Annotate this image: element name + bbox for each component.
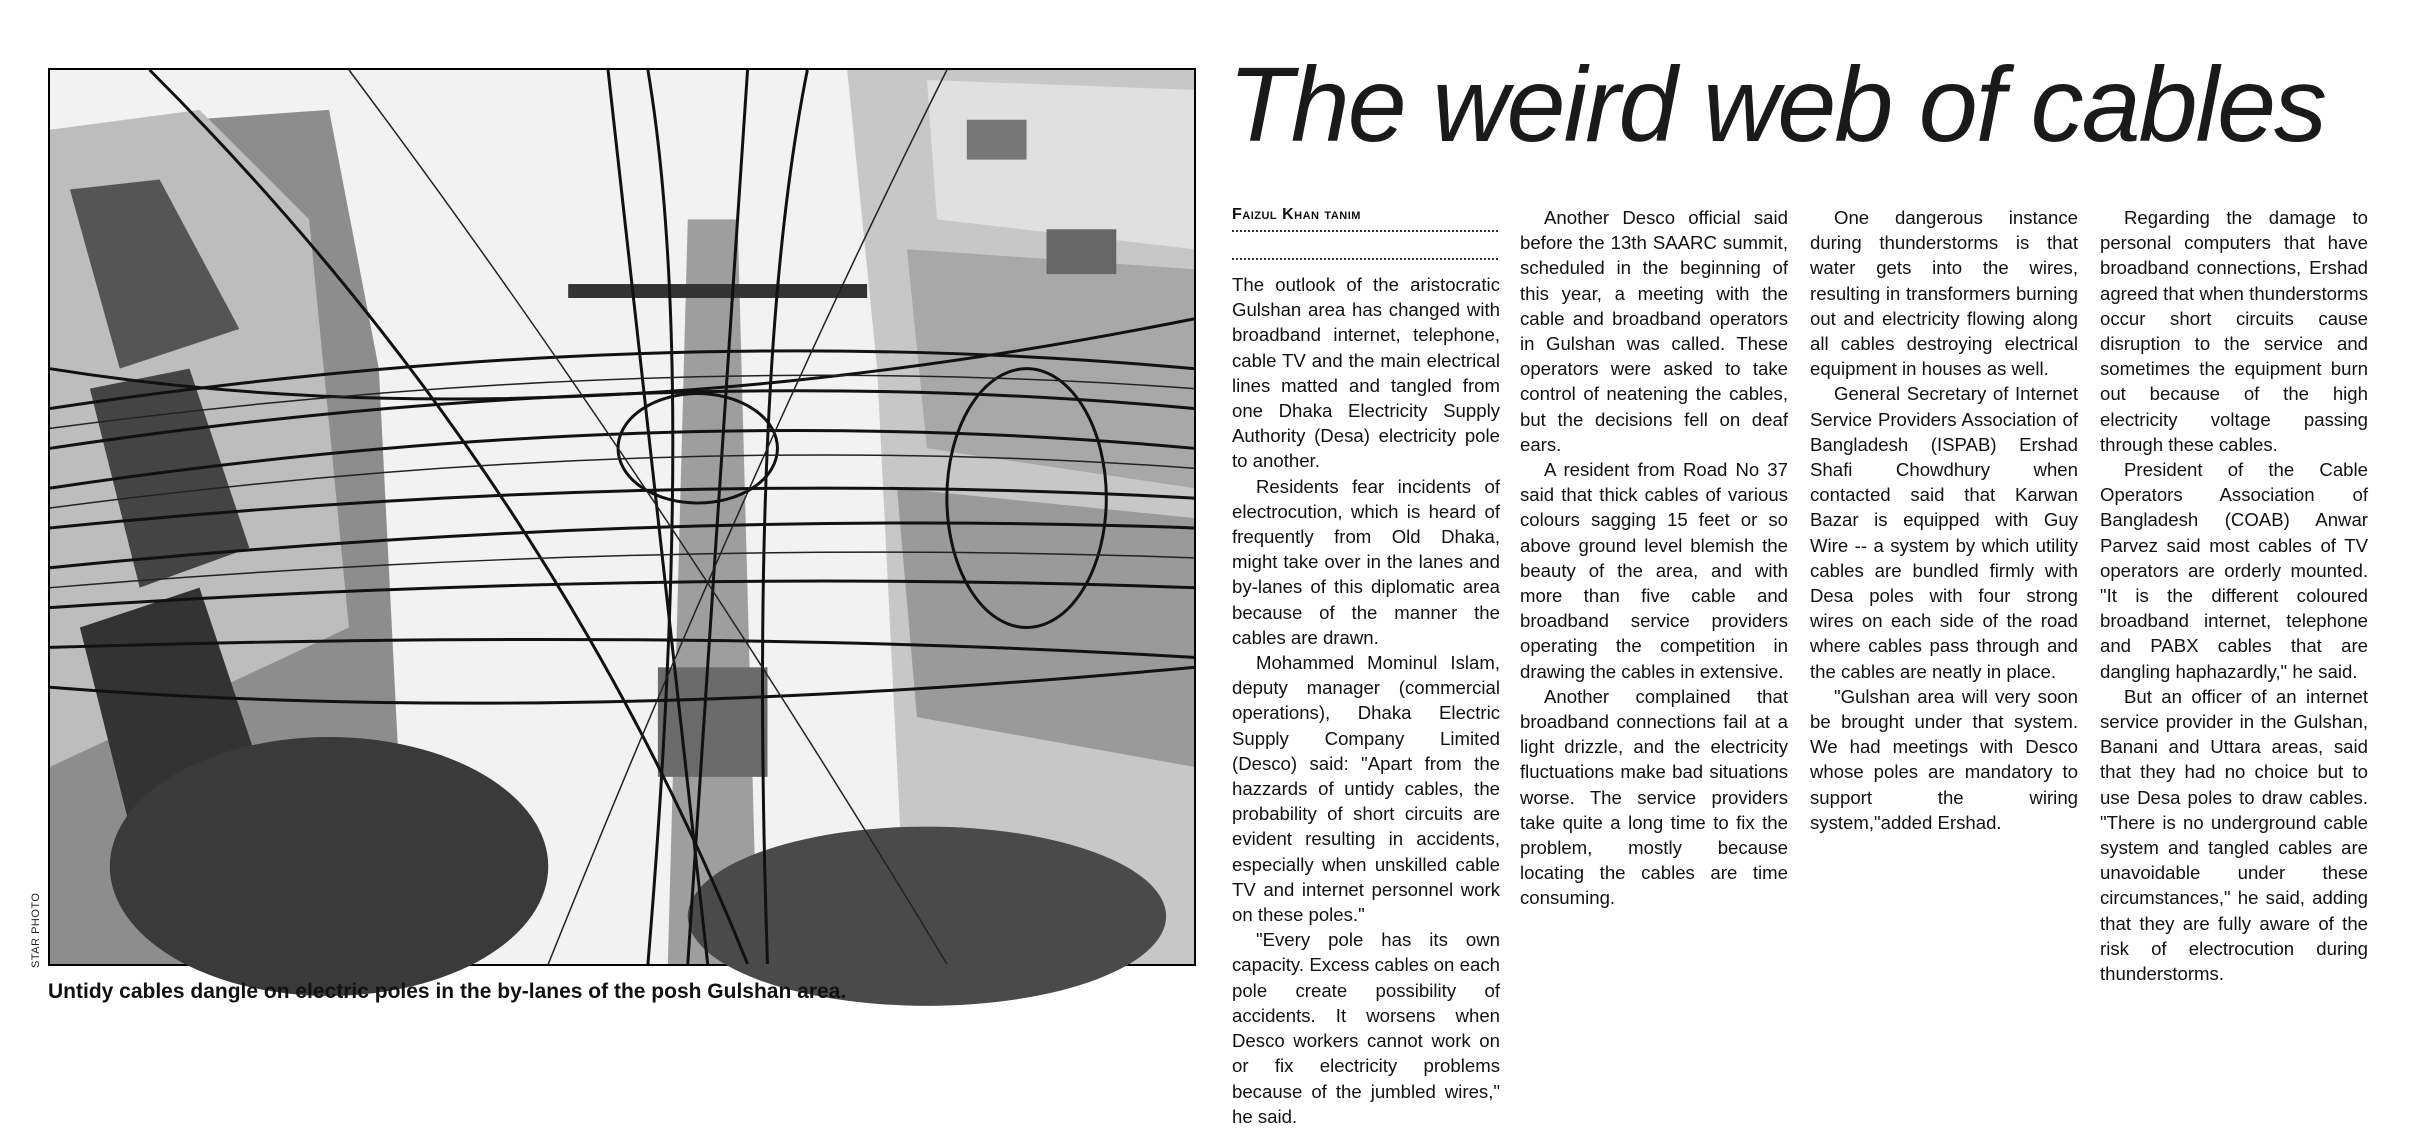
news-photo <box>48 68 1196 966</box>
article-paragraph: Mohammed Mominul Islam, deputy manager (commercial operations), Dhaka Electric Supply Company Limited (Desco) said: "Apart from the hazzards of untidy cables, the probability of short circuits are evident resulting in accidents, especially when unskilled cable TV and internet personnel work on these poles." <box>1232 652 1500 926</box>
article-paragraph: President of the Cable Operators Association of Bangladesh (COAB) Anwar Parvez said most cables of TV operators are orderly mounted. "It is the different coloured broadband internet, telephone and PABX cables that are dangling haphazardly," he said. <box>2100 459 2368 682</box>
photo-caption: Untidy cables dangle on electric poles in the by-lanes of the posh Gulshan area. <box>48 980 847 1003</box>
byline: Faizul Khan tanim <box>1232 206 1361 223</box>
article-paragraph: General Secretary of Internet Service Providers Association of Bangladesh (ISPAB) Ershad Shafi Chowdhury when contacted said that Karwan Bazar is equipped with Guy Wire -- a system by which utility cables are bundled firmly with Desa poles with four strong wires on each side of the road where cables pass through and the cables are neatly in place. <box>1810 383 2078 682</box>
byline-divider-lower <box>1232 258 1498 266</box>
byline-divider <box>1232 230 1498 238</box>
cables-photo-illustration <box>50 70 1194 964</box>
article-paragraph: Residents fear incidents of electrocution, which is heard of frequently from Old Dhaka, might take over in the lanes and by-lanes of this diplomatic area because of the manner the cables are drawn. <box>1232 475 1500 648</box>
article-paragraph: But an officer of an internet service provider in the Gulshan, Banani and Uttara areas, said that they had no choice but to use Desa poles to draw cables. "There is no underground cable system and tangled cables are unavoidable under these circumstances," he said, adding that they are fully aware of the risk of electrocution during thunderstorms. <box>2100 685 2368 985</box>
article-paragraph: Another Desco official said before the 13th SAARC summit, scheduled in the beginning of this year, a meeting with the cable and broadband operators in Gulshan was called. These operators were asked to take control of neatening the cables, but the decisions fell on deaf ears. <box>1520 207 1788 455</box>
article-paragraph: Another complained that broadband connections fail at a light drizzle, and the electricity fluctuations make bad situations worse. The service providers take quite a long time to fix the problem, mostly because locating the cables are time consuming. <box>1520 685 1788 909</box>
article-paragraph: The outlook of the aristocratic Gulshan area has changed with broadband internet, telephone, cable TV and the main electrical lines matted and tangled from one Dhaka Electricity Supply Authority (Desa) electricity pole to another. <box>1232 274 1500 472</box>
article-column-4 <box>2100 205 2368 1015</box>
article-paragraph: "Gulshan area will very soon be brought under that system. We had meetings with Desco whose poles are mandatory to support the wiring system,"added Ershad. <box>1810 685 2078 833</box>
article-paragraph: One dangerous instance during thunderstorms is that water gets into the wires, resulting in transformers burning out and electricity flowing along all cables destroying electrical equipment in houses as well. <box>1810 207 2078 380</box>
article-column-2 <box>1520 205 1788 1015</box>
article-column-3 <box>1810 205 2078 1015</box>
article-paragraph: A resident from Road No 37 said that thick cables of various colours sagging 15 feet or so above ground level blemish the beauty of the area, and with more than five cable and broadband service providers operating the competition in drawing the cables in extensive. <box>1520 459 1788 682</box>
headline: The weird web of cables <box>1228 46 2326 164</box>
article-paragraph: "Every pole has its own capacity. Excess cables on each pole create possibility of accidents. It worsens when Desco workers cannot work on or fix electricity problems because of the jumbled wires," he said. <box>1232 929 1500 1127</box>
article-column-1 <box>1232 272 1500 1127</box>
photo-credit: STAR PHOTO <box>30 892 42 968</box>
article-paragraph: Regarding the damage to personal computers that have broadband connections, Ershad agreed that when thunderstorms occur short circuits cause disruption to the service and sometimes the equipment burn out because of the high electricity voltage passing through these cables. <box>2100 207 2368 455</box>
